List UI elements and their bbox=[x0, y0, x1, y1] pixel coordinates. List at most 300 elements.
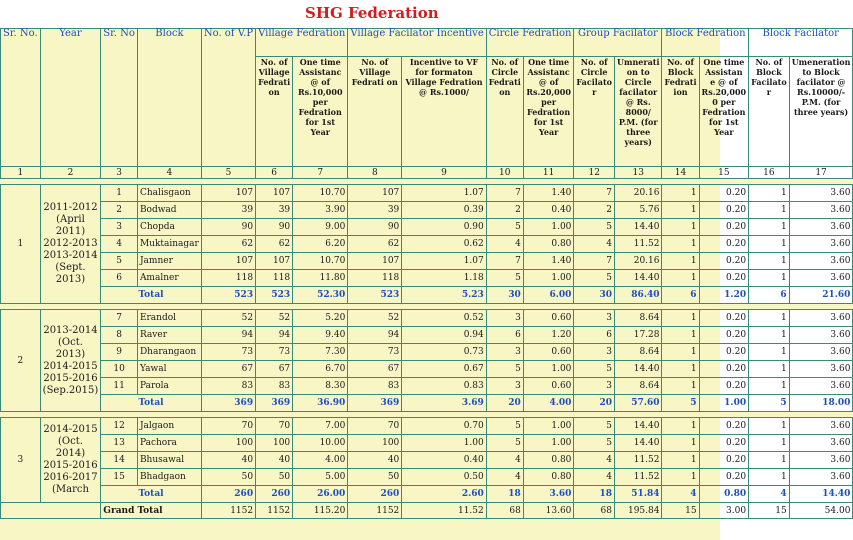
value-cell: 70 bbox=[201, 418, 255, 435]
value-cell: 1.40 bbox=[523, 185, 574, 202]
section-years: 2014-2015 (Oct. 2014) 2015-2016 2016-2017 (March bbox=[40, 418, 101, 503]
value-cell: 0.94 bbox=[402, 327, 486, 344]
grand-total-value: 1152 bbox=[348, 503, 402, 519]
value-cell: 1.40 bbox=[523, 253, 574, 270]
value-cell: 3.60 bbox=[789, 236, 853, 253]
subheader-cell: No. of Village Fedrati on bbox=[256, 57, 293, 167]
value-cell: 0.20 bbox=[699, 253, 749, 270]
grand-total-value: 1152 bbox=[201, 503, 255, 519]
value-cell: 3 bbox=[486, 344, 523, 361]
subheader-cell: No. of Circle Facilato r bbox=[574, 57, 615, 167]
value-cell: 3 bbox=[101, 219, 138, 236]
column-number: 9 bbox=[402, 167, 486, 179]
value-cell: 17.28 bbox=[615, 327, 662, 344]
block-row bbox=[1, 219, 853, 236]
value-cell: 0.20 bbox=[699, 185, 749, 202]
value-cell: 1.00 bbox=[523, 418, 574, 435]
value-cell: 1 bbox=[749, 310, 790, 327]
value-cell: 14 bbox=[101, 452, 138, 469]
value-cell: 9 bbox=[101, 344, 138, 361]
column-number: 11 bbox=[523, 167, 574, 179]
value-cell: 1.00 bbox=[523, 219, 574, 236]
block-name: Jamner bbox=[137, 253, 201, 270]
value-cell: 11.80 bbox=[293, 270, 348, 287]
column-number: 13 bbox=[615, 167, 662, 179]
group-header: Circle Fedration bbox=[486, 29, 574, 57]
block-row bbox=[1, 418, 853, 435]
group-header: Village Fedration bbox=[256, 29, 348, 57]
total-value: 5 bbox=[749, 395, 790, 412]
value-cell: 1 bbox=[662, 418, 699, 435]
total-value: 5.23 bbox=[402, 287, 486, 304]
value-cell: 62 bbox=[201, 236, 255, 253]
value-cell: 3.60 bbox=[789, 435, 853, 452]
value-cell: 1 bbox=[662, 310, 699, 327]
value-cell: 1 bbox=[749, 253, 790, 270]
total-value: 260 bbox=[348, 486, 402, 503]
value-cell: 11.52 bbox=[615, 452, 662, 469]
column-number: 12 bbox=[574, 167, 615, 179]
subheader-cell: No. of Block Fedrati ion bbox=[662, 57, 699, 167]
value-cell: 0.80 bbox=[523, 469, 574, 486]
value-cell: 14.40 bbox=[615, 219, 662, 236]
total-value: 6 bbox=[662, 287, 699, 304]
value-cell: 0.20 bbox=[699, 469, 749, 486]
total-value: 30 bbox=[574, 287, 615, 304]
value-cell: 3 bbox=[574, 344, 615, 361]
column-number: 10 bbox=[486, 167, 523, 179]
value-cell: 0.20 bbox=[699, 452, 749, 469]
value-cell: 3 bbox=[574, 310, 615, 327]
value-cell: 6 bbox=[101, 270, 138, 287]
value-cell: 50 bbox=[201, 469, 255, 486]
value-cell: 5 bbox=[574, 361, 615, 378]
value-cell: 1.00 bbox=[523, 361, 574, 378]
total-value: 4 bbox=[749, 486, 790, 503]
total-value: 14.40 bbox=[789, 486, 853, 503]
block-row bbox=[1, 378, 853, 395]
value-cell: 5.00 bbox=[293, 469, 348, 486]
total-row bbox=[1, 486, 853, 503]
column-number: 2 bbox=[40, 167, 101, 179]
value-cell: 67 bbox=[201, 361, 255, 378]
grand-total-value: 11.52 bbox=[402, 503, 486, 519]
value-cell: 0.20 bbox=[699, 202, 749, 219]
block-name: Muktainagar bbox=[137, 236, 201, 253]
value-cell: 0.20 bbox=[699, 361, 749, 378]
value-cell: 3.60 bbox=[789, 327, 853, 344]
total-value: 1.20 bbox=[699, 287, 749, 304]
column-number: 15 bbox=[699, 167, 749, 179]
value-cell: 52 bbox=[201, 310, 255, 327]
value-cell: 12 bbox=[101, 418, 138, 435]
subheader-cell: No. of Circle Fedrati on bbox=[486, 57, 523, 167]
value-cell: 5 bbox=[574, 435, 615, 452]
value-cell: 0.20 bbox=[699, 236, 749, 253]
total-row bbox=[1, 287, 853, 304]
grand-total-value: 13.60 bbox=[523, 503, 574, 519]
value-cell: 1 bbox=[749, 270, 790, 287]
value-cell: 1 bbox=[101, 185, 138, 202]
value-cell: 1 bbox=[662, 253, 699, 270]
total-value: 369 bbox=[348, 395, 402, 412]
grand-total-value: 1152 bbox=[256, 503, 293, 519]
value-cell: 1 bbox=[749, 452, 790, 469]
total-value: 20 bbox=[574, 395, 615, 412]
block-name: Erandol bbox=[137, 310, 201, 327]
header-cell: Block bbox=[137, 29, 201, 167]
total-value: 369 bbox=[256, 395, 293, 412]
value-cell: 14.40 bbox=[615, 270, 662, 287]
value-cell: 5 bbox=[574, 418, 615, 435]
column-number: 4 bbox=[137, 167, 201, 179]
block-row bbox=[1, 202, 853, 219]
value-cell: 0.60 bbox=[523, 310, 574, 327]
total-value: 57.60 bbox=[615, 395, 662, 412]
value-cell: 0.60 bbox=[523, 378, 574, 395]
value-cell: 3.60 bbox=[789, 452, 853, 469]
value-cell: 90 bbox=[201, 219, 255, 236]
total-value: 36.90 bbox=[293, 395, 348, 412]
block-row bbox=[1, 327, 853, 344]
value-cell: 3.60 bbox=[789, 344, 853, 361]
total-value: 18 bbox=[574, 486, 615, 503]
section-number: 3 bbox=[1, 418, 41, 503]
column-number: 8 bbox=[348, 167, 402, 179]
grand-total-value: 195.84 bbox=[615, 503, 662, 519]
value-cell: 70 bbox=[256, 418, 293, 435]
value-cell: 8.64 bbox=[615, 310, 662, 327]
value-cell: 5 bbox=[486, 418, 523, 435]
value-cell: 1 bbox=[749, 361, 790, 378]
value-cell: 4 bbox=[486, 236, 523, 253]
value-cell: 1 bbox=[662, 361, 699, 378]
value-cell: 40 bbox=[201, 452, 255, 469]
subheader-cell: One time Assistanc @ of Rs.10,000 per Fedration for 1st Year bbox=[293, 57, 348, 167]
value-cell: 7 bbox=[574, 253, 615, 270]
value-cell: 1 bbox=[749, 327, 790, 344]
value-cell: 94 bbox=[201, 327, 255, 344]
value-cell: 1 bbox=[662, 219, 699, 236]
value-cell: 1.18 bbox=[402, 270, 486, 287]
total-value: 369 bbox=[201, 395, 255, 412]
total-label: Total bbox=[101, 287, 202, 304]
value-cell: 39 bbox=[348, 202, 402, 219]
block-name: Raver bbox=[137, 327, 201, 344]
value-cell: 7 bbox=[486, 185, 523, 202]
value-cell: 73 bbox=[256, 344, 293, 361]
column-number: 16 bbox=[749, 167, 790, 179]
value-cell: 7 bbox=[486, 253, 523, 270]
group-header: Block Facilator bbox=[749, 29, 853, 57]
value-cell: 4.00 bbox=[293, 452, 348, 469]
grand-total-value: 54.00 bbox=[789, 503, 853, 519]
value-cell: 83 bbox=[201, 378, 255, 395]
column-number: 5 bbox=[201, 167, 255, 179]
value-cell: 0.52 bbox=[402, 310, 486, 327]
value-cell: 1.07 bbox=[402, 185, 486, 202]
value-cell: 83 bbox=[348, 378, 402, 395]
value-cell: 52 bbox=[256, 310, 293, 327]
value-cell: 1 bbox=[749, 185, 790, 202]
total-value: 523 bbox=[348, 287, 402, 304]
value-cell: 7.30 bbox=[293, 344, 348, 361]
block-name: Chalisgaon bbox=[137, 185, 201, 202]
value-cell: 11.52 bbox=[615, 236, 662, 253]
value-cell: 3.60 bbox=[789, 361, 853, 378]
total-value: 4 bbox=[662, 486, 699, 503]
value-cell: 10 bbox=[101, 361, 138, 378]
value-cell: 1 bbox=[662, 469, 699, 486]
value-cell: 0.60 bbox=[523, 344, 574, 361]
value-cell: 0.20 bbox=[699, 418, 749, 435]
value-cell: 5 bbox=[486, 270, 523, 287]
grand-total-label: Grand Total bbox=[101, 503, 202, 519]
value-cell: 0.20 bbox=[699, 327, 749, 344]
value-cell: 2 bbox=[101, 202, 138, 219]
block-row bbox=[1, 310, 853, 327]
title-bar bbox=[0, 0, 720, 28]
grand-total-value: 15 bbox=[662, 503, 699, 519]
value-cell: 4 bbox=[101, 236, 138, 253]
subheader-cell: No. of Block Facilato r bbox=[749, 57, 790, 167]
block-name: Bodwad bbox=[137, 202, 201, 219]
value-cell: 100 bbox=[256, 435, 293, 452]
value-cell: 1 bbox=[662, 270, 699, 287]
value-cell: 118 bbox=[201, 270, 255, 287]
header-row bbox=[1, 29, 853, 57]
grand-total-value: 115.20 bbox=[293, 503, 348, 519]
value-cell: 3.60 bbox=[789, 202, 853, 219]
section-years: 2013-2014 (Oct. 2013) 2014-2015 2015-2016 (Sep.2015) bbox=[40, 310, 101, 412]
column-number: 3 bbox=[101, 167, 138, 179]
value-cell: 0.20 bbox=[699, 378, 749, 395]
value-cell: 6.20 bbox=[293, 236, 348, 253]
value-cell: 0.20 bbox=[699, 435, 749, 452]
block-row bbox=[1, 253, 853, 270]
value-cell: 1.00 bbox=[523, 270, 574, 287]
value-cell: 1 bbox=[662, 202, 699, 219]
value-cell: 14.40 bbox=[615, 435, 662, 452]
value-cell: 8.64 bbox=[615, 344, 662, 361]
value-cell: 8 bbox=[101, 327, 138, 344]
value-cell: 107 bbox=[201, 253, 255, 270]
value-cell: 118 bbox=[256, 270, 293, 287]
value-cell: 6.70 bbox=[293, 361, 348, 378]
value-cell: 1 bbox=[749, 219, 790, 236]
federation-table bbox=[0, 28, 853, 519]
value-cell: 14.40 bbox=[615, 418, 662, 435]
total-label: Total bbox=[101, 486, 202, 503]
value-cell: 4 bbox=[574, 452, 615, 469]
value-cell: 11.52 bbox=[615, 469, 662, 486]
value-cell: 5 bbox=[574, 219, 615, 236]
block-row bbox=[1, 469, 853, 486]
value-cell: 100 bbox=[201, 435, 255, 452]
value-cell: 0.73 bbox=[402, 344, 486, 361]
header-cell: Sr. No. bbox=[1, 29, 41, 167]
column-number-row bbox=[1, 167, 853, 179]
value-cell: 100 bbox=[348, 435, 402, 452]
column-number: 7 bbox=[293, 167, 348, 179]
value-cell: 1 bbox=[749, 469, 790, 486]
block-name: Pachora bbox=[137, 435, 201, 452]
section-number: 1 bbox=[1, 185, 41, 304]
value-cell: 107 bbox=[348, 185, 402, 202]
header-cell: No. of V.P bbox=[201, 29, 255, 167]
value-cell: 0.50 bbox=[402, 469, 486, 486]
subheader-cell: One time Assistan e @ of Rs.20,000 0 per Fedration for 1st Year bbox=[699, 57, 749, 167]
value-cell: 3 bbox=[574, 378, 615, 395]
block-row bbox=[1, 452, 853, 469]
value-cell: 1 bbox=[662, 378, 699, 395]
value-cell: 90 bbox=[256, 219, 293, 236]
subheader-cell: No. of Village Fedrati on bbox=[348, 57, 402, 167]
block-row bbox=[1, 361, 853, 378]
value-cell: 1.00 bbox=[402, 435, 486, 452]
group-header: Village Facilator Incentive bbox=[348, 29, 486, 57]
value-cell: 107 bbox=[256, 253, 293, 270]
total-value: 6 bbox=[749, 287, 790, 304]
value-cell: 7 bbox=[101, 310, 138, 327]
total-value: 4.00 bbox=[523, 395, 574, 412]
value-cell: 3.60 bbox=[789, 185, 853, 202]
total-value: 260 bbox=[256, 486, 293, 503]
grand-total-row bbox=[1, 503, 853, 519]
value-cell: 4 bbox=[574, 469, 615, 486]
section-years: 2011-2012 (April 2011) 2012-2013 2013-2014 (Sept. 2013) bbox=[40, 185, 101, 304]
column-number: 6 bbox=[256, 167, 293, 179]
value-cell: 20.16 bbox=[615, 185, 662, 202]
total-value: 2.60 bbox=[402, 486, 486, 503]
grand-total-value: 68 bbox=[486, 503, 523, 519]
value-cell: 0.39 bbox=[402, 202, 486, 219]
total-label: Total bbox=[101, 395, 202, 412]
value-cell: 94 bbox=[256, 327, 293, 344]
value-cell: 4 bbox=[486, 452, 523, 469]
value-cell: 62 bbox=[256, 236, 293, 253]
value-cell: 10.70 bbox=[293, 185, 348, 202]
total-value: 21.60 bbox=[789, 287, 853, 304]
subheader-cell: Umeneration to Block facilator @ Rs.10000/- P.M. (for three years) bbox=[789, 57, 853, 167]
value-cell: 73 bbox=[201, 344, 255, 361]
value-cell: 3.90 bbox=[293, 202, 348, 219]
value-cell: 3.60 bbox=[789, 253, 853, 270]
total-value: 20 bbox=[486, 395, 523, 412]
value-cell: 1 bbox=[662, 452, 699, 469]
value-cell: 9.00 bbox=[293, 219, 348, 236]
value-cell: 4 bbox=[574, 236, 615, 253]
value-cell: 3.60 bbox=[789, 469, 853, 486]
value-cell: 0.20 bbox=[699, 270, 749, 287]
total-value: 3.60 bbox=[523, 486, 574, 503]
block-name: Dharangaon bbox=[137, 344, 201, 361]
value-cell: 8.64 bbox=[615, 378, 662, 395]
value-cell: 4 bbox=[486, 469, 523, 486]
value-cell: 2 bbox=[574, 202, 615, 219]
value-cell: 0.90 bbox=[402, 219, 486, 236]
block-name: Chopda bbox=[137, 219, 201, 236]
value-cell: 94 bbox=[348, 327, 402, 344]
value-cell: 1.00 bbox=[523, 435, 574, 452]
block-name: Bhadgaon bbox=[137, 469, 201, 486]
value-cell: 5 bbox=[486, 435, 523, 452]
value-cell: 8.30 bbox=[293, 378, 348, 395]
group-header: Group Facilator bbox=[574, 29, 662, 57]
group-header: Block Fedration bbox=[662, 29, 749, 57]
value-cell: 5.20 bbox=[293, 310, 348, 327]
value-cell: 3 bbox=[486, 378, 523, 395]
subheader-cell: Umnerati on to Circle facilator @ Rs. 8000/ P.M. (for three years) bbox=[615, 57, 662, 167]
value-cell: 11 bbox=[101, 378, 138, 395]
value-cell: 83 bbox=[256, 378, 293, 395]
value-cell: 62 bbox=[348, 236, 402, 253]
value-cell: 3.60 bbox=[789, 378, 853, 395]
value-cell: 107 bbox=[348, 253, 402, 270]
value-cell: 52 bbox=[348, 310, 402, 327]
value-cell: 0.80 bbox=[523, 452, 574, 469]
total-value: 18.00 bbox=[789, 395, 853, 412]
value-cell: 3.60 bbox=[789, 310, 853, 327]
value-cell: 1.07 bbox=[402, 253, 486, 270]
total-value: 523 bbox=[256, 287, 293, 304]
column-number: 17 bbox=[789, 167, 853, 179]
value-cell: 5.76 bbox=[615, 202, 662, 219]
value-cell: 1 bbox=[749, 236, 790, 253]
block-name: Yawal bbox=[137, 361, 201, 378]
value-cell: 1 bbox=[662, 236, 699, 253]
value-cell: 40 bbox=[256, 452, 293, 469]
total-value: 5 bbox=[662, 395, 699, 412]
value-cell: 3 bbox=[486, 310, 523, 327]
block-name: Bhusawal bbox=[137, 452, 201, 469]
value-cell: 0.20 bbox=[699, 219, 749, 236]
value-cell: 50 bbox=[348, 469, 402, 486]
section-number: 2 bbox=[1, 310, 41, 412]
total-value: 260 bbox=[201, 486, 255, 503]
value-cell: 39 bbox=[256, 202, 293, 219]
page-title: SHG Federation bbox=[305, 4, 439, 22]
grand-total-value: 68 bbox=[574, 503, 615, 519]
value-cell: 1 bbox=[662, 435, 699, 452]
value-cell: 10.00 bbox=[293, 435, 348, 452]
value-cell: 13 bbox=[101, 435, 138, 452]
block-row bbox=[1, 435, 853, 452]
total-value: 1.00 bbox=[699, 395, 749, 412]
block-row bbox=[1, 270, 853, 287]
value-cell: 9.40 bbox=[293, 327, 348, 344]
value-cell: 107 bbox=[201, 185, 255, 202]
value-cell: 20.16 bbox=[615, 253, 662, 270]
total-value: 30 bbox=[486, 287, 523, 304]
value-cell: 1 bbox=[662, 185, 699, 202]
value-cell: 0.62 bbox=[402, 236, 486, 253]
total-value: 3.69 bbox=[402, 395, 486, 412]
value-cell: 3.60 bbox=[789, 219, 853, 236]
total-value: 18 bbox=[486, 486, 523, 503]
value-cell: 0.70 bbox=[402, 418, 486, 435]
total-value: 51.84 bbox=[615, 486, 662, 503]
value-cell: 1 bbox=[749, 344, 790, 361]
value-cell: 67 bbox=[256, 361, 293, 378]
value-cell: 118 bbox=[348, 270, 402, 287]
value-cell: 0.20 bbox=[699, 310, 749, 327]
total-value: 6.00 bbox=[523, 287, 574, 304]
block-row bbox=[1, 185, 853, 202]
block-name: Jalgaon bbox=[137, 418, 201, 435]
total-value: 52.30 bbox=[293, 287, 348, 304]
value-cell: 3.60 bbox=[789, 418, 853, 435]
